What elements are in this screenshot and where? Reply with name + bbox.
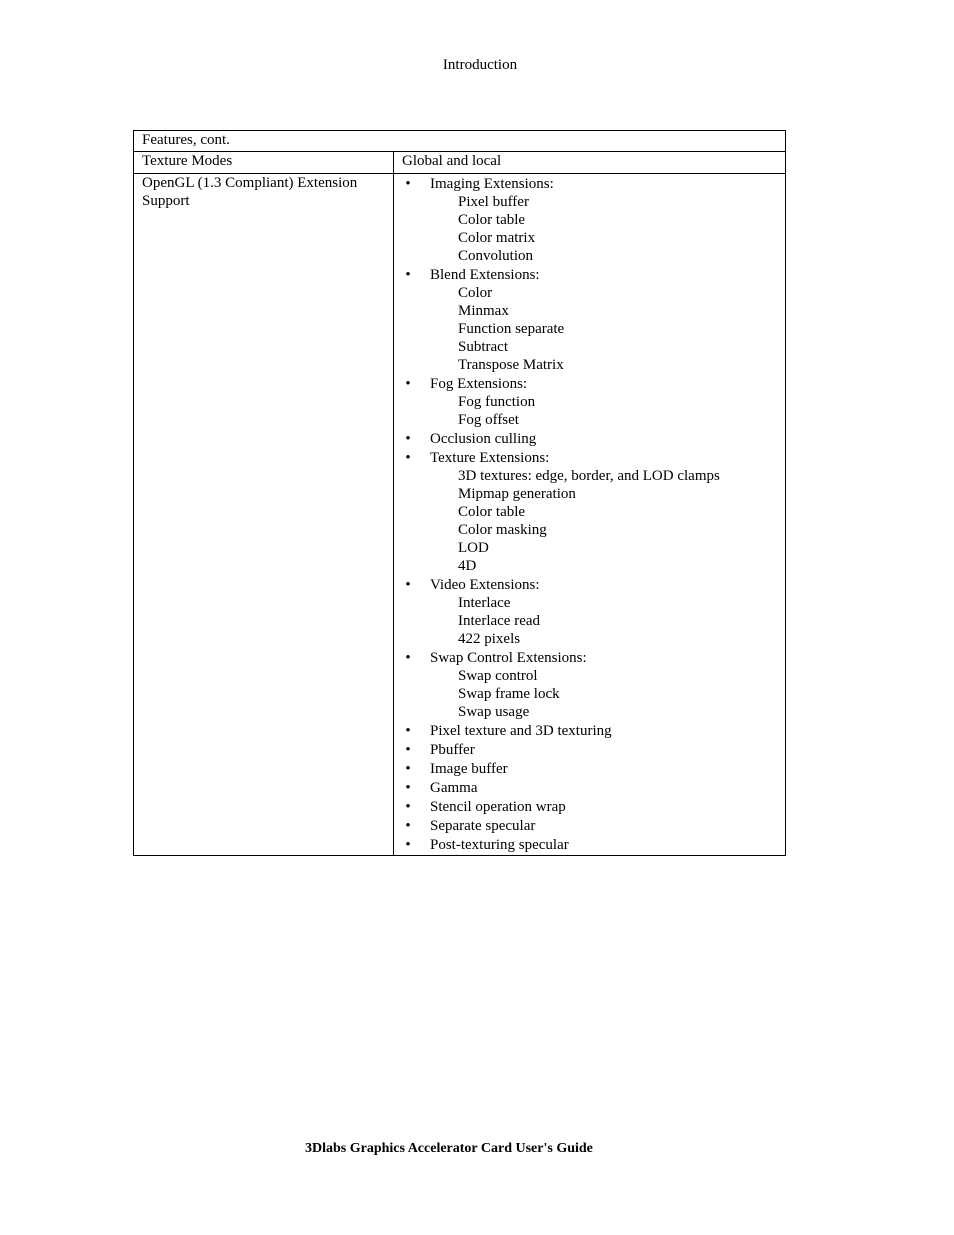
list-item xyxy=(402,175,777,265)
sub-list-item: Convolution xyxy=(458,248,534,264)
list-item xyxy=(402,266,777,374)
sub-list-item: Fog function xyxy=(458,394,536,410)
list-item-label: Gamma xyxy=(430,780,478,796)
footer-text: 3Dlabs Graphics Accelerator Card User's Guide xyxy=(305,1141,593,1156)
list-item xyxy=(402,449,777,575)
sub-list-item: Interlace xyxy=(458,595,511,611)
bullet-icon: • xyxy=(405,577,411,593)
bullet-icon: • xyxy=(405,780,411,796)
list-item xyxy=(402,576,777,648)
sub-list-item: 422 pixels xyxy=(458,631,521,647)
list-item xyxy=(402,430,777,448)
sub-list-item: Color matrix xyxy=(458,230,536,246)
sub-list-item: Transpose Matrix xyxy=(458,357,564,373)
extension-list xyxy=(402,174,777,854)
table-caption-row xyxy=(134,131,786,152)
sub-list-item: Function separate xyxy=(458,321,565,337)
bullet-icon: • xyxy=(405,818,411,834)
bullet-icon: • xyxy=(405,176,411,192)
page-header xyxy=(0,56,954,74)
sub-list-item: Swap frame lock xyxy=(458,686,560,702)
list-item xyxy=(402,798,777,816)
sub-list-item: Fog offset xyxy=(458,412,519,428)
sub-list xyxy=(430,193,777,265)
list-item xyxy=(402,779,777,797)
bullet-icon: • xyxy=(405,761,411,777)
list-item-label: Post-texturing specular xyxy=(430,837,569,853)
extension-support-label: OpenGL (1.3 Compliant) Extension Support xyxy=(134,174,394,856)
list-item xyxy=(402,760,777,778)
list-item-label: Occlusion culling xyxy=(430,431,537,447)
list-item-label: Pbuffer xyxy=(430,742,475,758)
list-item-label: Texture Extensions: xyxy=(430,450,550,466)
bullet-icon: • xyxy=(405,450,411,466)
sub-list-item: Color masking xyxy=(458,522,547,538)
list-item-label: Swap Control Extensions: xyxy=(430,650,587,666)
list-item-label: Stencil operation wrap xyxy=(430,799,566,815)
list-item xyxy=(402,741,777,759)
list-item-label: Imaging Extensions: xyxy=(430,176,554,192)
sub-list-item: Mipmap generation xyxy=(458,486,576,502)
table-row xyxy=(134,152,786,174)
sub-list-item: LOD xyxy=(458,540,489,556)
list-item xyxy=(402,817,777,835)
bullet-icon: • xyxy=(405,837,411,853)
bullet-icon: • xyxy=(405,742,411,758)
sub-list-item: Interlace read xyxy=(458,613,541,629)
sub-list-item: Swap control xyxy=(458,668,538,684)
sub-list xyxy=(430,467,777,575)
list-item-label: Video Extensions: xyxy=(430,577,540,593)
list-item xyxy=(402,836,777,854)
sub-list-item: Color table xyxy=(458,212,526,228)
sub-list-item: Minmax xyxy=(458,303,509,319)
extension-support-cell xyxy=(394,174,786,856)
page-footer xyxy=(305,1140,593,1157)
header-title: Introduction xyxy=(442,57,518,73)
list-item-label: Fog Extensions: xyxy=(430,376,528,392)
bullet-icon: • xyxy=(405,267,411,283)
sub-list-item: 4D xyxy=(458,558,477,574)
bullet-icon: • xyxy=(405,799,411,815)
list-item-label: Image buffer xyxy=(430,761,508,777)
list-item-label: Blend Extensions: xyxy=(430,267,540,283)
sub-list-item: Color table xyxy=(458,504,526,520)
bullet-icon: • xyxy=(405,376,411,392)
list-item xyxy=(402,649,777,721)
list-item-label: Separate specular xyxy=(430,818,536,834)
texture-modes-value: Global and local xyxy=(394,152,786,174)
table-row xyxy=(134,174,786,856)
sub-list-item: Pixel buffer xyxy=(458,194,529,210)
bullet-icon: • xyxy=(405,431,411,447)
features-table xyxy=(133,130,786,856)
sub-list-item: Swap usage xyxy=(458,704,530,720)
sub-list-item: 3D textures: edge, border, and LOD clamps xyxy=(458,468,720,484)
list-item-label: Pixel texture and 3D texturing xyxy=(430,723,612,739)
sub-list-item: Color xyxy=(458,285,493,301)
table-caption: Features, cont. xyxy=(134,131,786,152)
list-item xyxy=(402,375,777,429)
list-item xyxy=(402,722,777,740)
bullet-icon: • xyxy=(405,723,411,739)
sub-list xyxy=(430,594,777,648)
sub-list-item: Subtract xyxy=(458,339,508,355)
sub-list xyxy=(430,284,777,374)
sub-list xyxy=(430,667,777,721)
sub-list xyxy=(430,393,777,429)
texture-modes-label: Texture Modes xyxy=(134,152,394,174)
bullet-icon: • xyxy=(405,650,411,666)
